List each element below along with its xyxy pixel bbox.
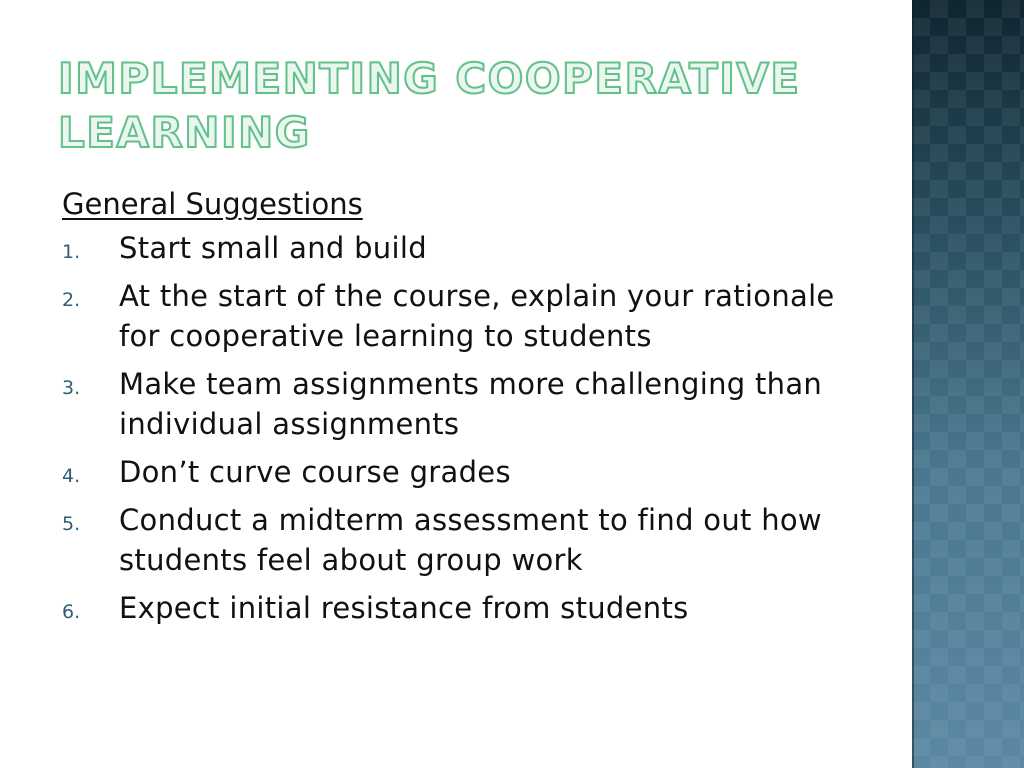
slide-content [62, 184, 862, 636]
list-item-text: Conduct a midterm assessment to find out how students feel about group work [119, 503, 822, 577]
panel-edge [912, 0, 914, 768]
list-item-number: 4. [62, 465, 81, 487]
list-item-text: Don’t curve course grades [119, 455, 511, 489]
list-item-text: Expect initial resistance from students [119, 591, 689, 625]
suggestion-list [62, 228, 862, 628]
decorative-side-panel [912, 0, 1024, 768]
list-item-number: 3. [62, 377, 81, 399]
diamond-pattern [912, 0, 1024, 768]
list-item [62, 588, 862, 628]
list-item-text: Start small and build [119, 231, 427, 265]
list-item [62, 452, 862, 492]
list-item-number: 1. [62, 241, 81, 263]
slide-title: IMPLEMENTING COOPERATIVE LEARNING [58, 54, 801, 157]
list-item [62, 228, 862, 268]
list-item-number: 2. [62, 289, 81, 311]
subheading: General Suggestions [62, 187, 363, 221]
list-item-number: 5. [62, 513, 81, 535]
list-item-text: Make team assignments more challenging than individual assignments [119, 367, 823, 441]
list-item [62, 364, 862, 444]
list-item [62, 276, 862, 356]
list-item-text: At the start of the course, explain your rationale for cooperative learning to students [119, 279, 835, 353]
list-item [62, 500, 862, 580]
list-item-number: 6. [62, 601, 81, 623]
